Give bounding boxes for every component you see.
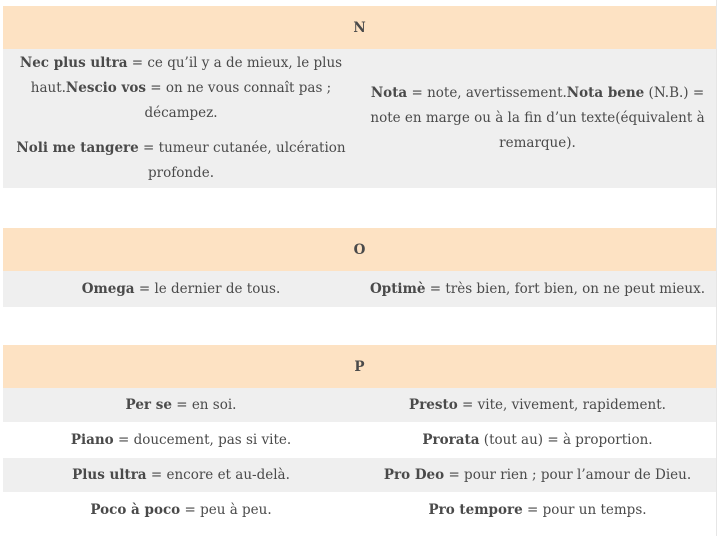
entry-term: Prorata (422, 431, 480, 448)
entry-cell (3, 49, 359, 188)
entry-definition: = doucement, pas si vite. (113, 431, 292, 448)
section-p-heading: P (3, 345, 716, 388)
table-row (3, 388, 716, 423)
entry-cell (359, 271, 716, 308)
entry-term: Noli me tangere (16, 139, 139, 156)
entry-definition: = pour rien ; pour l’amour de Dieu. (444, 466, 692, 483)
entry-term: Nota (370, 84, 408, 101)
page-edge-rule (716, 0, 717, 536)
entry-term: Nescio vos (65, 79, 146, 96)
entry-definition: = très bien, fort bien, on ne peut mieux. (425, 280, 706, 297)
section-o-heading: O (3, 228, 716, 271)
entry-term: Presto (409, 396, 458, 413)
entry-definition: = note, avertissement. (407, 84, 567, 101)
entry-definition: = le dernier de tous. (134, 280, 281, 297)
entry-cell (359, 49, 716, 188)
entry-cell (3, 271, 359, 308)
section-p-table (3, 345, 716, 528)
entry-term: Nec plus ultra (19, 54, 128, 71)
entry-term: Pro tempore (428, 501, 523, 518)
entry-cell (3, 493, 359, 528)
table-row (3, 271, 716, 308)
entry-definition: = peu à peu. (180, 501, 272, 518)
entry-term: Per se (125, 396, 172, 413)
entry-definition: (tout au) = à proportion. (479, 431, 653, 448)
entry-cell (359, 458, 716, 493)
section-o-table (3, 228, 716, 308)
entry-term: Optimè (370, 280, 426, 297)
entry-definition: (N.B.) = note en marge ou à la fin d’un texte(équivalent à remarque). (370, 84, 705, 151)
entry-definition: = pour un temps. (522, 501, 647, 518)
entry-definition: = en soi. (171, 396, 237, 413)
entry-term: Nota bene (566, 84, 645, 101)
entry-cell (3, 423, 359, 458)
entry-cell (359, 388, 716, 423)
entry-paragraph (9, 136, 353, 186)
table-row (3, 458, 716, 493)
entry-cell (3, 388, 359, 423)
entry-term: Poco à poco (90, 501, 181, 518)
table-row (3, 493, 716, 528)
entry-term: Omega (81, 280, 135, 297)
entry-term: Pro Deo (383, 466, 445, 483)
entry-definition: = on ne vous connaît pas ; décampez. (144, 79, 332, 121)
entry-cell (359, 423, 716, 458)
entry-paragraph (9, 51, 353, 126)
entry-cell (3, 458, 359, 493)
section-n-table (3, 6, 716, 189)
entry-definition: = ce qu’il y a de mieux, le plus haut. (30, 54, 343, 96)
entry-paragraph (365, 81, 710, 156)
entry-cell (359, 493, 716, 528)
section-n-heading: N (3, 6, 716, 49)
entry-term: Piano (70, 431, 114, 448)
entry-definition: = vite, vivement, rapidement. (457, 396, 666, 413)
table-row (3, 423, 716, 458)
entry-definition: = tumeur cutanée, ulcération profonde. (138, 139, 346, 181)
entry-term: Plus ultra (72, 466, 147, 483)
table-row (3, 49, 716, 188)
entry-definition: = encore et au-delà. (146, 466, 290, 483)
